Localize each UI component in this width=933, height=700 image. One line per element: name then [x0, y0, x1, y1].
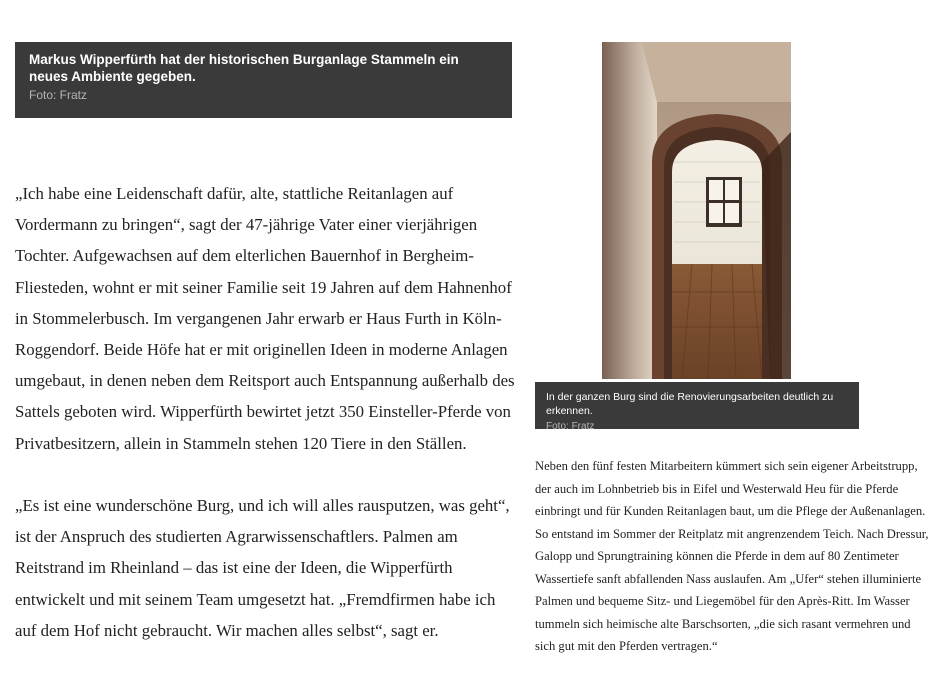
caption-text: In der ganzen Burg sind die Renovierungsarbeiten deutlich zu erkennen. — [546, 391, 834, 417]
paragraph-text: „Es ist eine wunderschöne Burg, und ich will alles rausputzen, was geht“, ist der Anspruch des studierten Agrarwissenschaftlers. Palmen am Reitstrand im Rheinland – das ist eine der Ideen, die Wipperfürth entwickelt und mit seinem Team umgesetzt hat. „Fremdfirmen habe ich auf dem Hof nicht gebraucht. Wir machen alles selbst“, sagt er. — [15, 496, 510, 640]
article-paragraph-1 — [15, 178, 520, 459]
photo-caption-right — [535, 382, 859, 432]
article-paragraph-right: Neben den fünf festen Mitarbeitern kümmert sich sein eigener Arbeitstrupp, der auch im Lohnbetrieb bis in Eifel und Westerwald Heu für die Pferde einbringt und für Kunden Reitanlagen baut, um die Pflege der Außenanlagen. So entstand im Sommer der Reitplatz mit angrenzendem Teich. Nach Dressur, Galopp und Sprungtraining können die Pferde in dem auf 80 Zentimeter Wassertiefe sanft abfallenden Nass auslaufen. Am „Ufer“ stehen illuminierte Palmen und bequeme Sitz- und Liegemöbel für den Après-Ritt. Im Wasser tummeln sich heimische alte Barschsorten, „die sich rasant vermehren und sich gut mit den Pferden vertragen.“ — [535, 459, 929, 653]
photo-caption-top — [15, 42, 512, 118]
caption-text: Markus Wipperfürth hat der historischen Burganlage Stammeln ein neues Ambiente gegeben. — [29, 52, 459, 84]
paragraph-text: „Ich habe eine Leidenschaft dafür, alte, stattliche Reitanlagen auf Vordermann zu bringen“, sagt der 47-jährige Vater einer vierjährigen Tochter. Aufgewachsen auf dem elterlichen Bauernhof in Bergheim-Fliesteden, wohnt er mit seiner Familie seit 19 Jahren auf dem Hahnenhof in Stommelerbusch. Im vergangenen Jahr erwarb er Haus Furth in Köln-Roggendorf. Beide Höfe hat er mit originellen Ideen in moderne Anlagen umgebaut, in denen neben dem Reitsport auch Entspannung außerhalb des Sattels geboten wird. Wipperfürth bewirtet jetzt 350 Einsteller-Pferde von Privatbesitzern, allein in Stammeln stehen 120 Tiere in den Ställen. — [15, 184, 515, 453]
photo-credit: Foto: Fratz — [546, 421, 595, 432]
article-paragraph-2 — [15, 490, 520, 646]
photo-credit: Foto: Fratz — [29, 88, 88, 102]
renovation-photo — [602, 42, 791, 379]
